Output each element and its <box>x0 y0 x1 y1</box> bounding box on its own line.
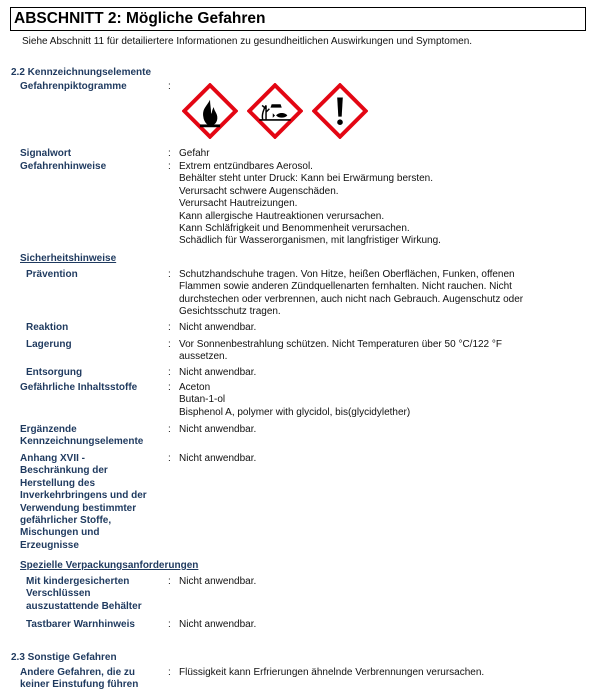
disposal-label: Entsorgung <box>26 367 83 378</box>
storage-line: Vor Sonnenbestrahlung schützen. Nicht Temperaturen über 50 °C/122 °F <box>179 339 503 350</box>
colon: : <box>168 424 171 435</box>
prevention-line: durchstechen oder verbrennen, auch nicht nach Gebrauch. Augenschutz oder <box>179 293 524 305</box>
environment-icon <box>247 83 303 139</box>
signal-word-label: Signalwort <box>20 148 72 159</box>
pictograms-label: Gefahrenpiktogramme <box>20 81 127 92</box>
storage-line: aussetzen. <box>179 351 228 363</box>
label-line: Anhang XVII - <box>20 453 85 464</box>
colon: : <box>168 322 171 333</box>
prevention-line: Schutzhandschuhe tragen. Von Hitze, heißen Oberflächen, Funken, offenen <box>179 269 515 280</box>
hazard-statement-line: Extrem entzündbares Aerosol. <box>179 161 313 172</box>
signal-word-value: Gefahr <box>179 148 210 159</box>
hazardous-ingredients-label: Gefährliche Inhaltsstoffe <box>20 382 138 393</box>
hazardous-ingredients-value <box>179 382 584 419</box>
flame-icon <box>182 83 238 139</box>
storage-value <box>179 339 584 364</box>
colon: : <box>168 667 171 678</box>
hazard-statement-line: Kann allergische Hautreaktionen verursachen. <box>179 210 385 222</box>
label-line: Erzeugnisse <box>20 539 79 551</box>
prevention-line: Flammen sowie anderen Zündquellenarten fernhalten. Nicht rauchen. Nicht <box>179 281 512 293</box>
colon: : <box>168 269 171 280</box>
annex-xvii-label <box>20 453 147 552</box>
tactile-warning-label: Tastbarer Warnhinweis <box>26 619 135 630</box>
colon: : <box>168 161 171 172</box>
colon: : <box>168 576 171 587</box>
subsection-title-2-3: 2.3 Sonstige Gefahren <box>11 652 117 663</box>
ingredient-line: Bisphenol A, polymer with glycidol, bis(glycidylether) <box>179 406 411 418</box>
child-resistant-closures-value: Nicht anwendbar. <box>179 576 257 587</box>
label-line: Kennzeichnungselemente <box>20 436 144 448</box>
prevention-label: Prävention <box>26 269 78 280</box>
hazard-pictograms <box>182 83 372 139</box>
colon: : <box>168 382 171 393</box>
label-line: Verwendung bestimmter <box>20 502 137 514</box>
supplemental-label-elements-label <box>20 424 143 449</box>
annex-xvii-value: Nicht anwendbar. <box>179 453 257 464</box>
child-resistant-closures-label <box>26 576 142 613</box>
colon: : <box>168 367 171 378</box>
label-line: Mischungen und <box>20 527 100 539</box>
label-line: Mit kindergesicherten <box>26 576 130 587</box>
storage-label: Lagerung <box>26 339 72 350</box>
exclamation-icon <box>312 83 368 139</box>
hazard-statements-value <box>179 161 584 248</box>
prevention-line: Gesichtsschutz tragen. <box>179 306 281 318</box>
label-line: Herstellung des <box>20 477 96 489</box>
reference-note: Siehe Abschnitt 11 für detailiertere Informationen zu gesundheitlichen Auswirkungen und Symptomen. <box>22 36 473 47</box>
hazard-statement-line: Kann Schläfrigkeit und Benommenheit verursachen. <box>179 223 410 235</box>
other-hazards-value: Flüssigkeit kann Erfrierungen ähnelnde Verbrennungen verursachen. <box>179 667 485 678</box>
reaction-value: Nicht anwendbar. <box>179 322 257 333</box>
precautionary-statements-heading: Sicherheitshinweise <box>20 253 117 264</box>
colon: : <box>168 619 171 630</box>
colon: : <box>168 148 171 159</box>
other-hazards-label <box>20 667 138 692</box>
ingredient-line: Aceton <box>179 382 211 393</box>
ingredient-line: Butan-1-ol <box>179 394 226 406</box>
hazard-statement-line: Verursacht Hautreizungen. <box>179 198 298 210</box>
label-line: Verschlüssen <box>26 588 91 600</box>
tactile-warning-value: Nicht anwendbar. <box>179 619 257 630</box>
disposal-value: Nicht anwendbar. <box>179 367 257 378</box>
hazard-statement-line: Schädlich für Wasserorganismen, mit langfristiger Wirkung. <box>179 235 441 247</box>
packaging-requirements-heading: Spezielle Verpackungsanforderungen <box>20 560 199 571</box>
supplemental-label-elements-value: Nicht anwendbar. <box>179 424 257 435</box>
label-line: Beschränkung der <box>20 465 108 477</box>
hazard-statements-label: Gefahrenhinweise <box>20 161 107 172</box>
label-line: Inverkehrbringens und der <box>20 490 147 502</box>
hazard-statement-line: Behälter steht unter Druck: Kann bei Erwärmung bersten. <box>179 173 434 185</box>
label-line: Andere Gefahren, die zu <box>20 667 136 678</box>
prevention-value <box>179 269 584 319</box>
subsection-title-2-2: 2.2 Kennzeichnungselemente <box>11 67 152 78</box>
reaction-label: Reaktion <box>26 322 69 333</box>
label-line: Ergänzende <box>20 424 77 435</box>
label-line: gefährlicher Stoffe, <box>20 515 112 527</box>
colon: : <box>168 81 171 92</box>
label-line: auszustattende Behälter <box>26 600 142 612</box>
label-line: keiner Einstufung führen <box>20 679 139 691</box>
colon: : <box>168 339 171 350</box>
section-title: ABSCHNITT 2: Mögliche Gefahren <box>14 10 266 27</box>
colon: : <box>168 453 171 464</box>
hazard-statement-line: Verursacht schwere Augenschäden. <box>179 185 339 197</box>
section-header-box <box>10 7 586 31</box>
